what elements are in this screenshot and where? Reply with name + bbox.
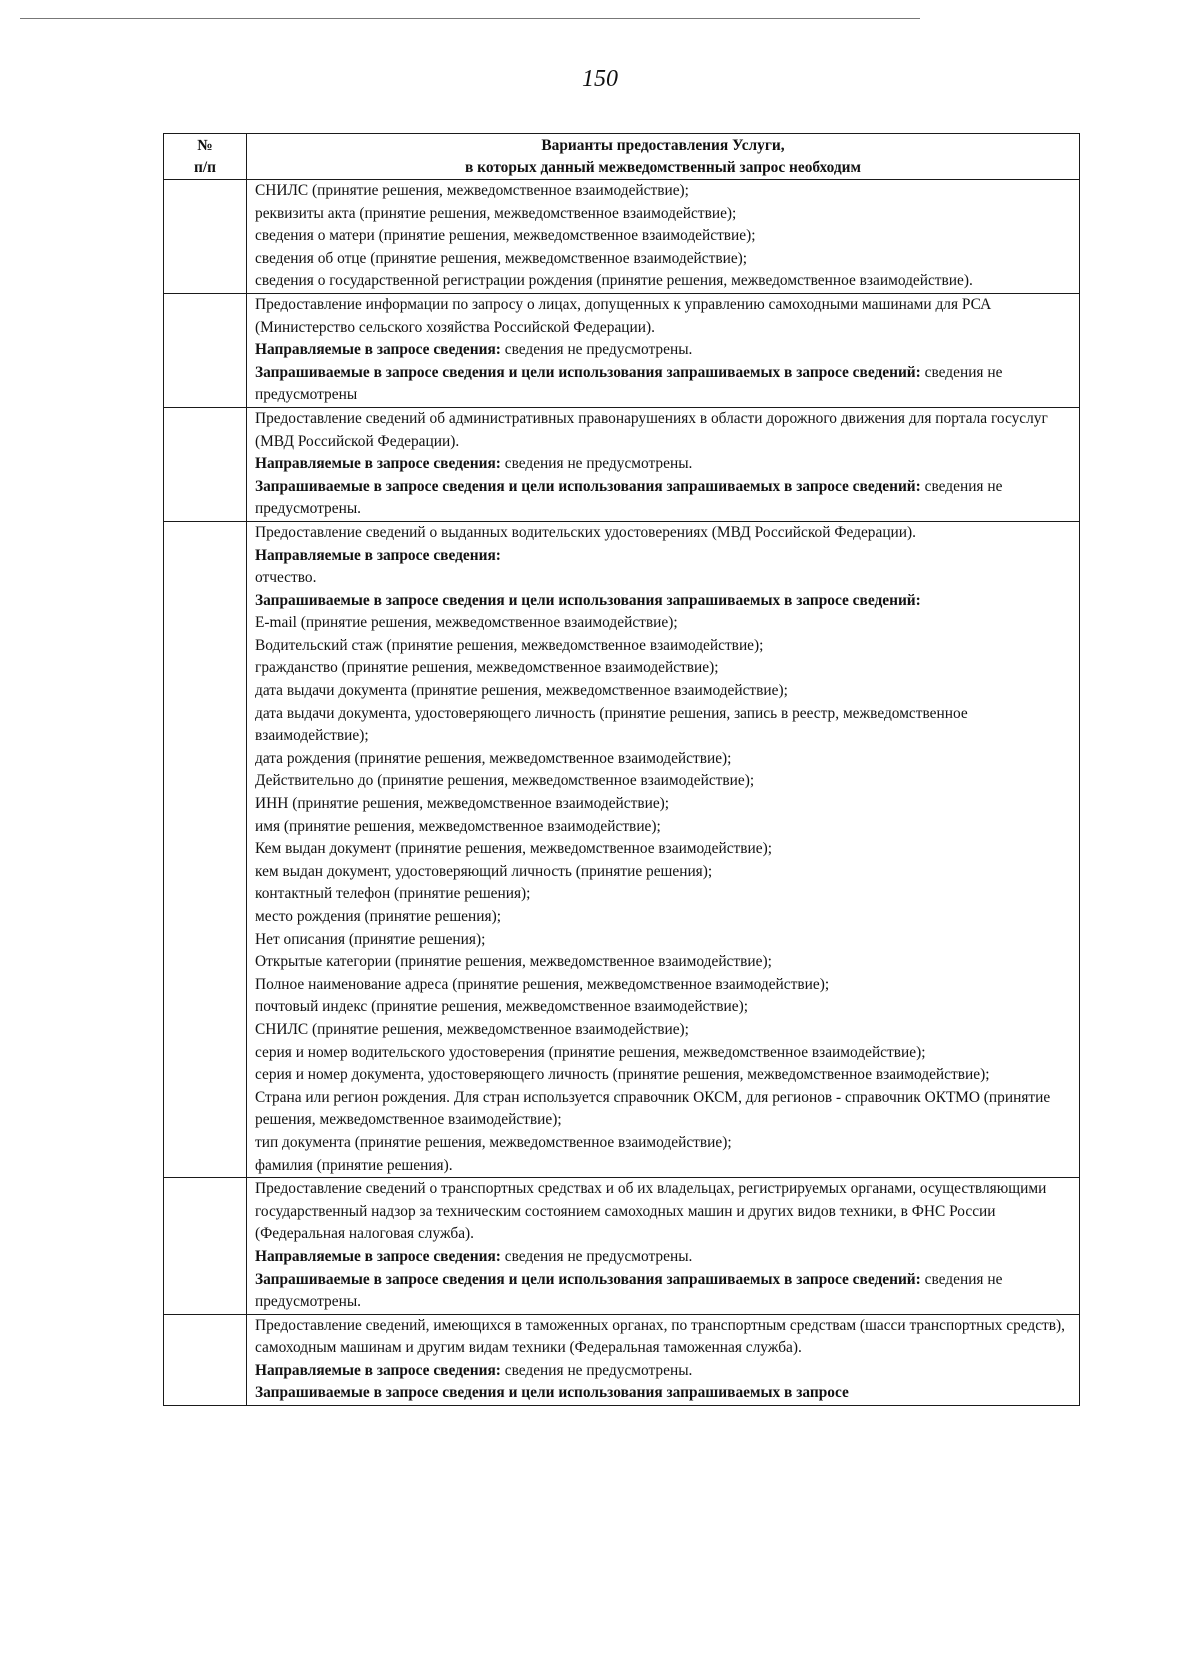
list-item: серия и номер водительского удостоверения (принятие решения, межведомственное взаимодействие);: [255, 1043, 926, 1061]
header-title-cell: [247, 134, 1080, 180]
requested-info-line: [255, 1269, 1071, 1314]
service-description: Предоставление сведений, имеющихся в таможенных органах, по транспортным средствам (шасси транспортных средств), самоходным машинам и другим видам техники (Федеральная таможенная служба).: [255, 1316, 1066, 1357]
requested-info-label: Запрашиваемые в запросе сведения и цели использования запрашиваемых в запросе сведений:: [255, 1270, 921, 1288]
list-item: Нет описания (принятие решения);: [255, 930, 486, 948]
sent-info-label: Направляемые в запросе сведения:: [255, 341, 501, 359]
service-description: Предоставление сведений о транспортных средствах и об их владельцах, регистрируемых органами, осуществляющими государственный надзор за техническим состоянием самоходных машин и других видов техники, в ФНС России (Федеральная налоговая служба).: [255, 1180, 1047, 1243]
list-item: дата выдачи документа (принятие решения, межведомственное взаимодействие);: [255, 682, 788, 700]
row-line: СНИЛС (принятие решения, межведомственное взаимодействие);: [255, 182, 689, 199]
row-line: реквизиты акта (принятие решения, межведомственное взаимодействие);: [255, 204, 737, 222]
list-item: гражданство (принятие решения, межведомственное взаимодействие);: [255, 659, 719, 677]
row-content-cell: [247, 293, 1080, 407]
requested-info-value: сведения не предусмотрены.: [255, 477, 1003, 518]
row-number-cell: [164, 1314, 247, 1405]
table-row: [164, 1178, 1080, 1315]
requested-info-line: [255, 476, 1071, 521]
requested-info-label: Запрашиваемые в запросе сведения и цели использования запрашиваемых в запросе сведений:: [255, 477, 921, 495]
sent-info-line: [255, 453, 1071, 476]
requested-info-label: Запрашиваемые в запросе сведения и цели использования запрашиваемых в запросе сведений:: [255, 363, 921, 381]
row-content-cell: [247, 407, 1080, 521]
row-line: сведения о матери (принятие решения, межведомственное взаимодействие);: [255, 227, 756, 245]
table-row: [164, 1314, 1080, 1405]
service-description: Предоставление сведений об административных правонарушениях в области дорожного движения для портала госуслуг (МВД Российской Федерации).: [255, 409, 1048, 450]
list-item: дата рождения (принятие решения, межведомственное взаимодействие);: [255, 749, 732, 767]
sent-info-line: [255, 339, 1071, 362]
header-title-line-2: в которых данный межведомственный запрос необходим: [465, 159, 861, 176]
list-item: имя (принятие решения, межведомственное взаимодействие);: [255, 817, 661, 835]
sent-info-value: сведения не предусмотрены.: [500, 1361, 693, 1379]
table-row: [164, 407, 1080, 521]
header-title-line-1: Варианты предоставления Услуги,: [541, 137, 785, 154]
row-number-cell: [164, 407, 247, 521]
list-item: СНИЛС (принятие решения, межведомственное взаимодействие);: [255, 1020, 689, 1038]
table-row: [164, 293, 1080, 407]
sent-info-value: сведения не предусмотрены.: [500, 455, 693, 473]
sent-info-line: [255, 1360, 1071, 1383]
page-number: 150: [582, 66, 618, 92]
list-item: Кем выдан документ (принятие решения, межведомственное взаимодействие);: [255, 840, 772, 858]
list-item: ИНН (принятие решения, межведомственное взаимодействие);: [255, 795, 670, 813]
requested-info-label: Запрашиваемые в запросе сведения и цели использования запрашиваемых в запросе сведений:: [255, 591, 921, 609]
service-description: Предоставление сведений о выданных водительских удостоверениях (МВД Российской Федерации).: [255, 523, 916, 541]
list-item: E-mail (принятие решения, межведомственное взаимодействие);: [255, 614, 678, 632]
row-line: сведения о государственной регистрации рождения (принятие решения, межведомственное взаимодействие).: [255, 272, 973, 290]
row-line: сведения об отце (принятие решения, межведомственное взаимодействие);: [255, 249, 748, 267]
requested-info-line: [255, 362, 1071, 407]
list-item: фамилия (принятие решения).: [255, 1156, 453, 1174]
row-number-cell: [164, 521, 247, 1177]
list-item: контактный телефон (принятие решения);: [255, 885, 531, 903]
row-number-cell: [164, 180, 247, 294]
scan-edge-line: [20, 18, 920, 19]
row-number-cell: [164, 293, 247, 407]
requested-info-list: [255, 612, 1071, 1177]
list-item: серия и номер документа, удостоверяющего личность (принятие решения, межведомственное взаимодействие);: [255, 1066, 990, 1084]
list-item: Водительский стаж (принятие решения, межведомственное взаимодействие);: [255, 636, 764, 654]
list-item: Открытые категории (принятие решения, межведомственное взаимодействие);: [255, 953, 772, 971]
sent-info-label: Направляемые в запросе сведения:: [255, 1361, 501, 1379]
row-content-cell: [247, 180, 1080, 294]
sent-info-label: Направляемые в запросе сведения:: [255, 455, 501, 473]
row-content-cell: [247, 521, 1080, 1177]
service-description: Предоставление информации по запросу о лицах, допущенных к управлению самоходными машинами для РСА (Министерство сельского хозяйства Российской Федерации).: [255, 295, 992, 336]
list-item: кем выдан документ, удостоверяющий личность (принятие решения);: [255, 862, 713, 880]
list-item: дата выдачи документа, удостоверяющего личность (принятие решения, запись в реестр, межведомственное взаимодействие);: [255, 704, 968, 745]
sent-info-value: сведения не предусмотрены.: [500, 341, 693, 359]
list-item: место рождения (принятие решения);: [255, 908, 501, 925]
header-number-sign: №: [197, 137, 213, 154]
sent-info-value: сведения не предусмотрены.: [500, 1247, 693, 1265]
sent-info-label: Направляемые в запросе сведения:: [255, 546, 501, 564]
requested-info-value: сведения не предусмотрены.: [255, 1270, 1003, 1311]
sent-info-value: отчество.: [255, 569, 317, 587]
row-number-cell: [164, 1178, 247, 1315]
list-item: Страна или регион рождения. Для стран используется справочник ОКСМ, для регионов - справочник ОКТМО (принятие решения, межведомственное взаимодействие);: [255, 1088, 1051, 1129]
row-content-cell: [247, 1178, 1080, 1315]
table-row: [164, 521, 1080, 1177]
list-item: Полное наименование адреса (принятие решения, межведомственное взаимодействие);: [255, 975, 830, 993]
services-table: [163, 133, 1080, 1406]
sent-info-label: Направляемые в запросе сведения:: [255, 1247, 501, 1265]
table-row: [164, 180, 1080, 294]
requested-info-value: сведения не предусмотрены: [255, 363, 1003, 404]
header-number-cell: [164, 134, 247, 180]
list-item: Действительно до (принятие решения, межведомственное взаимодействие);: [255, 772, 755, 790]
requested-info-label: Запрашиваемые в запросе сведения и цели использования запрашиваемых в запросе: [255, 1384, 849, 1402]
table-header-row: [164, 134, 1080, 180]
sent-info-line: [255, 1246, 1071, 1269]
list-item: тип документа (принятие решения, межведомственное взаимодействие);: [255, 1133, 732, 1151]
row-content-cell: [247, 1314, 1080, 1405]
header-number-abbr: п/п: [193, 159, 216, 176]
list-item: почтовый индекс (принятие решения, межведомственное взаимодействие);: [255, 998, 748, 1016]
